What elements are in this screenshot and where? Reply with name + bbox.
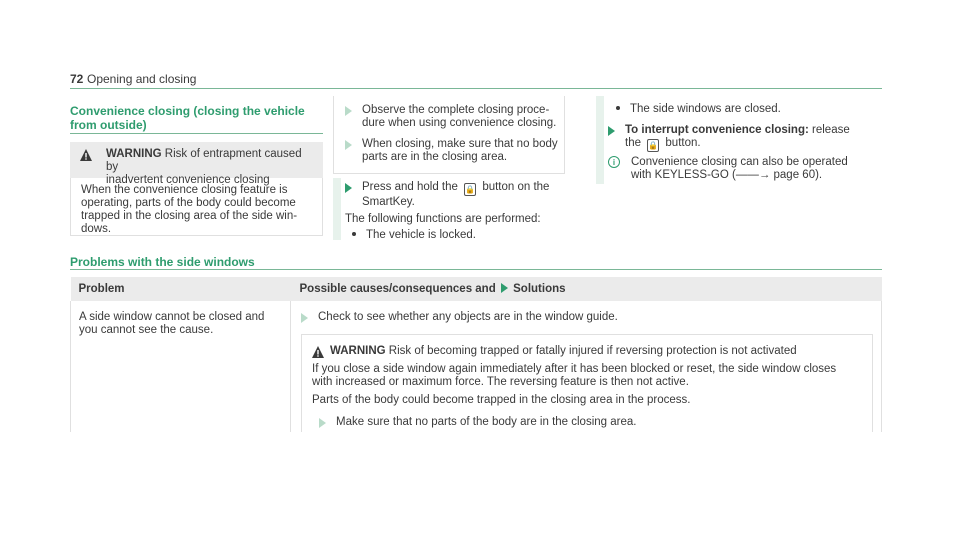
- problem-line: you cannot see the cause.: [79, 324, 214, 336]
- interrupt-label: To interrupt convenience closing:: [625, 124, 809, 136]
- lock-icon: 🔒: [648, 141, 659, 150]
- step-text: Check to see whether any objects are in the window guide.: [318, 311, 618, 323]
- title-line-2: from outside): [70, 118, 147, 132]
- warning-body-line: with increased or maximum force. The reversing feature is then not active.: [312, 376, 689, 388]
- warning-body: [312, 363, 864, 407]
- header-rule: [70, 88, 882, 89]
- note-text: with KEYLESS-GO (: [631, 169, 736, 181]
- column-header-problem: Problem: [78, 283, 125, 295]
- title-line-1: Convenience closing (closing the vehicle: [70, 104, 305, 118]
- warning-icon: [80, 149, 92, 161]
- warning-label: WARNING: [330, 345, 386, 357]
- section-rule: [70, 133, 323, 134]
- bullet-icon: [616, 106, 620, 110]
- header-text: Possible causes/consequences and: [299, 283, 496, 295]
- section-title: Opening and closing: [87, 72, 197, 86]
- bullet-icon: [352, 232, 356, 236]
- solutions-cell: [291, 301, 882, 432]
- warning-icon: [312, 346, 324, 358]
- lock-icon: 🔒: [465, 185, 476, 194]
- step-check-guide: [301, 311, 873, 324]
- step-line: Observe the complete closing proce-: [362, 104, 550, 116]
- warning-header: [312, 345, 864, 358]
- step-line: parts are in the closing area.: [362, 151, 508, 163]
- page-number: 72: [70, 72, 84, 86]
- table-header-row: [71, 277, 882, 301]
- header-text: Solutions: [513, 283, 566, 295]
- column-header-solutions: [291, 277, 882, 301]
- page-reference-link[interactable]: page 60).: [773, 169, 823, 181]
- step-text: button.: [665, 137, 701, 149]
- section-rule: [70, 269, 882, 270]
- table-row: [71, 301, 882, 432]
- warning-head: Risk of becoming trapped or fatally injured if reversing protection is not activated: [388, 345, 797, 357]
- step-text: Press and hold the: [362, 181, 458, 193]
- bullet-vehicle-locked: [352, 229, 476, 242]
- step-arrow-icon: [501, 283, 508, 293]
- step-text: button on the: [482, 181, 550, 193]
- info-icon: i: [608, 156, 620, 168]
- problems-table: [70, 277, 882, 432]
- step-arrow-icon: [301, 313, 308, 323]
- note-keyless-go: [608, 156, 848, 182]
- step-indicator-bar: [333, 178, 341, 240]
- warning-body-line: If you close a side window again immediately after it has been blocked or reset, the side window closes: [312, 363, 837, 375]
- bullet-windows-closed: [616, 103, 781, 116]
- step-arrow-icon: [345, 140, 352, 150]
- step-arrow-icon: [608, 126, 615, 136]
- warning-body-line: When the convenience closing feature is: [81, 184, 288, 196]
- step-arrow-icon: [319, 418, 326, 428]
- step-make-sure: [312, 416, 864, 429]
- problem-line: A side window cannot be closed and: [79, 311, 265, 323]
- bullet-text: The vehicle is locked.: [366, 229, 476, 241]
- warning-body-line: operating, parts of the body could become: [81, 197, 296, 209]
- step-observe: [345, 104, 556, 130]
- step-text: release: [812, 124, 850, 136]
- warning-box: [301, 334, 873, 432]
- step-arrow-icon: [345, 106, 352, 116]
- step-interrupt: [608, 124, 850, 152]
- bullet-text: The side windows are closed.: [630, 103, 781, 115]
- step-press-hold: [345, 181, 549, 209]
- convenience-closing-title: [70, 104, 305, 132]
- problem-cell: [71, 301, 291, 432]
- warning-header: [70, 142, 323, 186]
- problems-title: Problems with the side windows: [70, 255, 255, 269]
- functions-intro: The following functions are performed:: [345, 213, 541, 225]
- step-text: Make sure that no parts of the body are in the closing area.: [336, 416, 637, 428]
- note-line: Convenience closing can also be operated: [631, 156, 848, 168]
- step-indicator-bar: [596, 96, 604, 184]
- step-no-body-parts: [345, 138, 558, 164]
- warning-body-line: dows.: [81, 223, 112, 235]
- step-line: SmartKey.: [362, 196, 415, 208]
- warning-head-line-1: Risk of entrapment caused by: [106, 148, 302, 173]
- step-line: When closing, make sure that no body: [362, 138, 558, 150]
- warning-body-line: trapped in the closing area of the side win-: [81, 210, 298, 222]
- warning-box: [70, 142, 323, 236]
- step-line: dure when using convenience closing.: [362, 117, 557, 129]
- step-text: the: [625, 137, 641, 149]
- page-ref-arrow: ——→: [735, 169, 771, 181]
- warning-head-line-2: inadvertent convenience closing: [106, 174, 270, 186]
- warning-body: [70, 178, 323, 236]
- warning-label: WARNING: [106, 148, 162, 160]
- warning-body-line: Parts of the body could become trapped in the closing area in the process.: [312, 394, 691, 406]
- step-arrow-icon: [345, 183, 352, 193]
